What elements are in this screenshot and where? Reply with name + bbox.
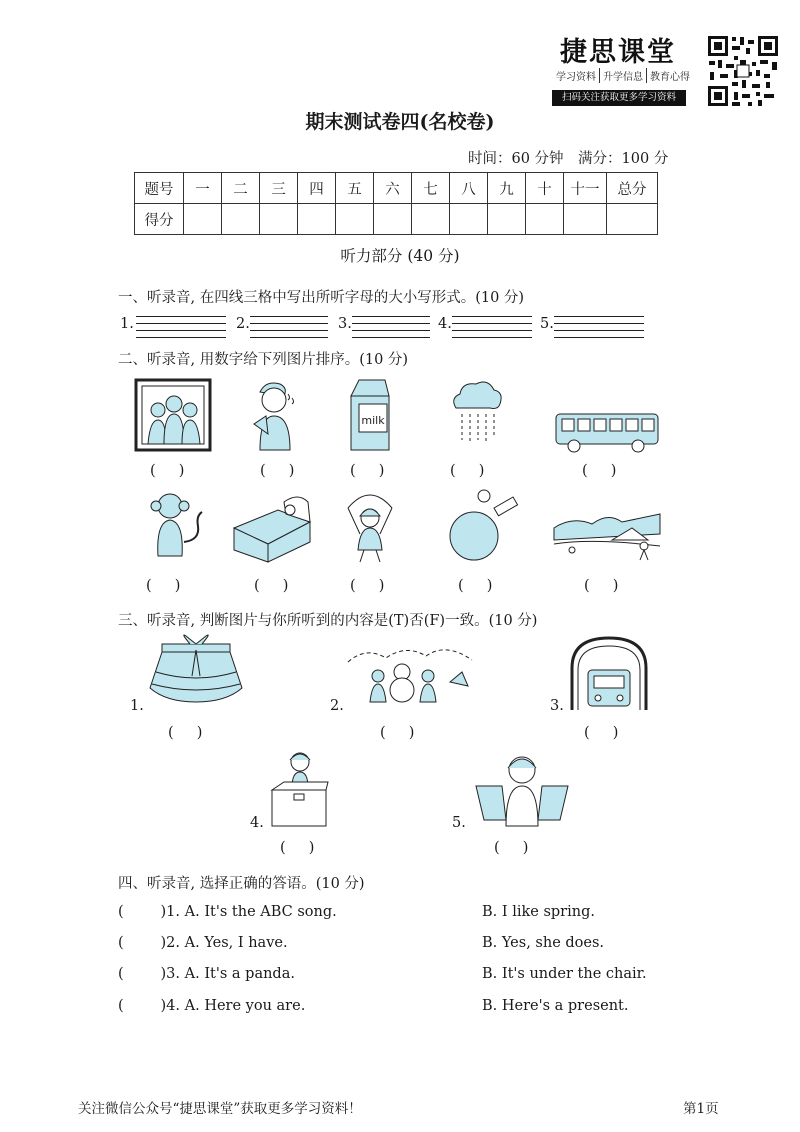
q4-item[interactable]: ( )4. A. Here you are. — [118, 998, 306, 1014]
score-input-cell[interactable] — [412, 204, 450, 235]
footer-note: 关注微信公众号“捷思课堂”获取更多学习资料！ — [78, 1101, 362, 1117]
bus-icon — [552, 410, 662, 454]
logo-tag: 升学信息 — [600, 68, 647, 83]
logo-tag: 学习资料 — [553, 68, 600, 83]
monkey-icon — [140, 490, 206, 560]
q4-option-b: B. It's under the chair. — [482, 966, 647, 982]
q3-label: 2. — [330, 698, 344, 714]
score-input-cell[interactable] — [298, 204, 336, 235]
table-row — [135, 173, 658, 204]
answer-blank[interactable]: ( ) — [168, 725, 203, 741]
table-cell: 十 — [526, 173, 564, 204]
page-title: 期末测试卷四(名校卷) — [305, 111, 495, 133]
q4-item[interactable]: ( )3. A. It's a panda. — [118, 966, 295, 982]
table-cell: 总分 — [607, 173, 658, 204]
score-input-cell[interactable] — [184, 204, 222, 235]
table-cell: 一 — [184, 173, 222, 204]
svg-text:milk: milk — [361, 414, 385, 427]
question-1-text: 一、听录音, 在四线三格中写出所听字母的大小写形式。(10 分) — [118, 290, 525, 306]
four-line-grid[interactable] — [352, 314, 430, 340]
question-3-text: 三、听录音, 判断图片与你所听到的内容是(T)否(F)一致。(10 分) — [118, 613, 538, 629]
table-cell: 九 — [488, 173, 526, 204]
skirt-icon — [146, 632, 246, 710]
q1-label: 5. — [540, 316, 554, 332]
question-2-text: 二、听录音, 用数字给下列图片排序。(10 分) — [118, 352, 409, 368]
score-input-cell[interactable] — [607, 204, 658, 235]
score-input-cell[interactable] — [564, 204, 607, 235]
four-line-grid[interactable] — [136, 314, 226, 340]
answer-blank[interactable]: ( ) — [494, 840, 529, 856]
score-input-cell[interactable] — [488, 204, 526, 235]
answer-blank[interactable]: ( ) — [380, 725, 415, 741]
q4-option-b: B. Here's a present. — [482, 998, 629, 1014]
q3-label: 5. — [452, 815, 466, 831]
table-cell: 十一 — [564, 173, 607, 204]
girl-with-coat-icon — [472, 750, 572, 828]
page-number: 第1页 — [683, 1101, 719, 1117]
table-cell: 五 — [336, 173, 374, 204]
table-cell: 二 — [222, 173, 260, 204]
four-line-grid[interactable] — [250, 314, 328, 340]
q4-item[interactable]: ( )2. A. Yes, I have. — [118, 935, 288, 951]
table-row — [135, 204, 658, 235]
q4-option-b: B. Yes, she does. — [482, 935, 605, 951]
score-table — [134, 172, 658, 235]
answer-blank[interactable]: ( ) — [350, 463, 385, 479]
answer-blank[interactable]: ( ) — [350, 578, 385, 594]
score-input-cell[interactable] — [450, 204, 488, 235]
table-cell: 三 — [260, 173, 298, 204]
q1-label: 2. — [236, 316, 250, 332]
answer-blank[interactable]: ( ) — [280, 840, 315, 856]
brand-logo-title: 捷思课堂 — [560, 37, 676, 68]
ping-pong-paddle-icon — [444, 488, 520, 564]
answer-blank[interactable]: ( ) — [458, 578, 493, 594]
q1-label: 1. — [120, 316, 134, 332]
table-cell: 四 — [298, 173, 336, 204]
q3-label: 1. — [130, 698, 144, 714]
logo-tag: 教育心得 — [650, 72, 690, 83]
table-cell: 六 — [374, 173, 412, 204]
score-input-cell[interactable] — [336, 204, 374, 235]
time-and-score-info: 时间：60 分钟 满分：100 分 — [468, 151, 669, 167]
q3-label: 4. — [250, 815, 264, 831]
table-cell: 题号 — [135, 173, 184, 204]
qr-code-icon — [706, 34, 780, 108]
bed-icon — [228, 492, 316, 564]
answer-blank[interactable]: ( ) — [260, 463, 295, 479]
girl-on-box-icon — [266, 748, 332, 828]
boy-with-fan-icon — [246, 378, 304, 452]
family-photo-icon — [134, 378, 212, 452]
train-tunnel-icon — [568, 634, 650, 712]
score-input-cell[interactable] — [222, 204, 260, 235]
answer-blank[interactable]: ( ) — [150, 463, 185, 479]
answer-blank[interactable]: ( ) — [450, 463, 485, 479]
brand-logo-tags — [553, 68, 693, 83]
answer-blank[interactable]: ( ) — [254, 578, 289, 594]
answer-blank[interactable]: ( ) — [584, 578, 619, 594]
table-cell: 七 — [412, 173, 450, 204]
score-input-cell[interactable] — [260, 204, 298, 235]
four-line-grid[interactable] — [452, 314, 532, 340]
question-4-text: 四、听录音, 选择正确的答语。(10 分) — [118, 876, 365, 892]
rain-cloud-icon — [448, 376, 504, 446]
answer-blank[interactable]: ( ) — [582, 463, 617, 479]
q4-option-b: B. I like spring. — [482, 904, 595, 920]
score-input-cell[interactable] — [374, 204, 412, 235]
q4-item[interactable]: ( )1. A. It's the ABC song. — [118, 904, 337, 920]
beach-scene-icon — [552, 494, 662, 564]
q3-label: 3. — [550, 698, 564, 714]
table-cell: 得分 — [135, 204, 184, 235]
score-input-cell[interactable] — [526, 204, 564, 235]
brand-logo-bar: 扫码关注获取更多学习资料 — [552, 90, 686, 106]
four-line-grid[interactable] — [554, 314, 644, 340]
jump-rope-girl-icon — [342, 488, 398, 564]
answer-blank[interactable]: ( ) — [584, 725, 619, 741]
q1-label: 4. — [438, 316, 452, 332]
section-heading: 听力部分 (40 分) — [340, 247, 460, 265]
snow-scene-icon — [346, 642, 474, 708]
q1-label: 3. — [338, 316, 352, 332]
table-cell: 八 — [450, 173, 488, 204]
answer-blank[interactable]: ( ) — [146, 578, 181, 594]
milk-carton-icon — [345, 376, 393, 452]
